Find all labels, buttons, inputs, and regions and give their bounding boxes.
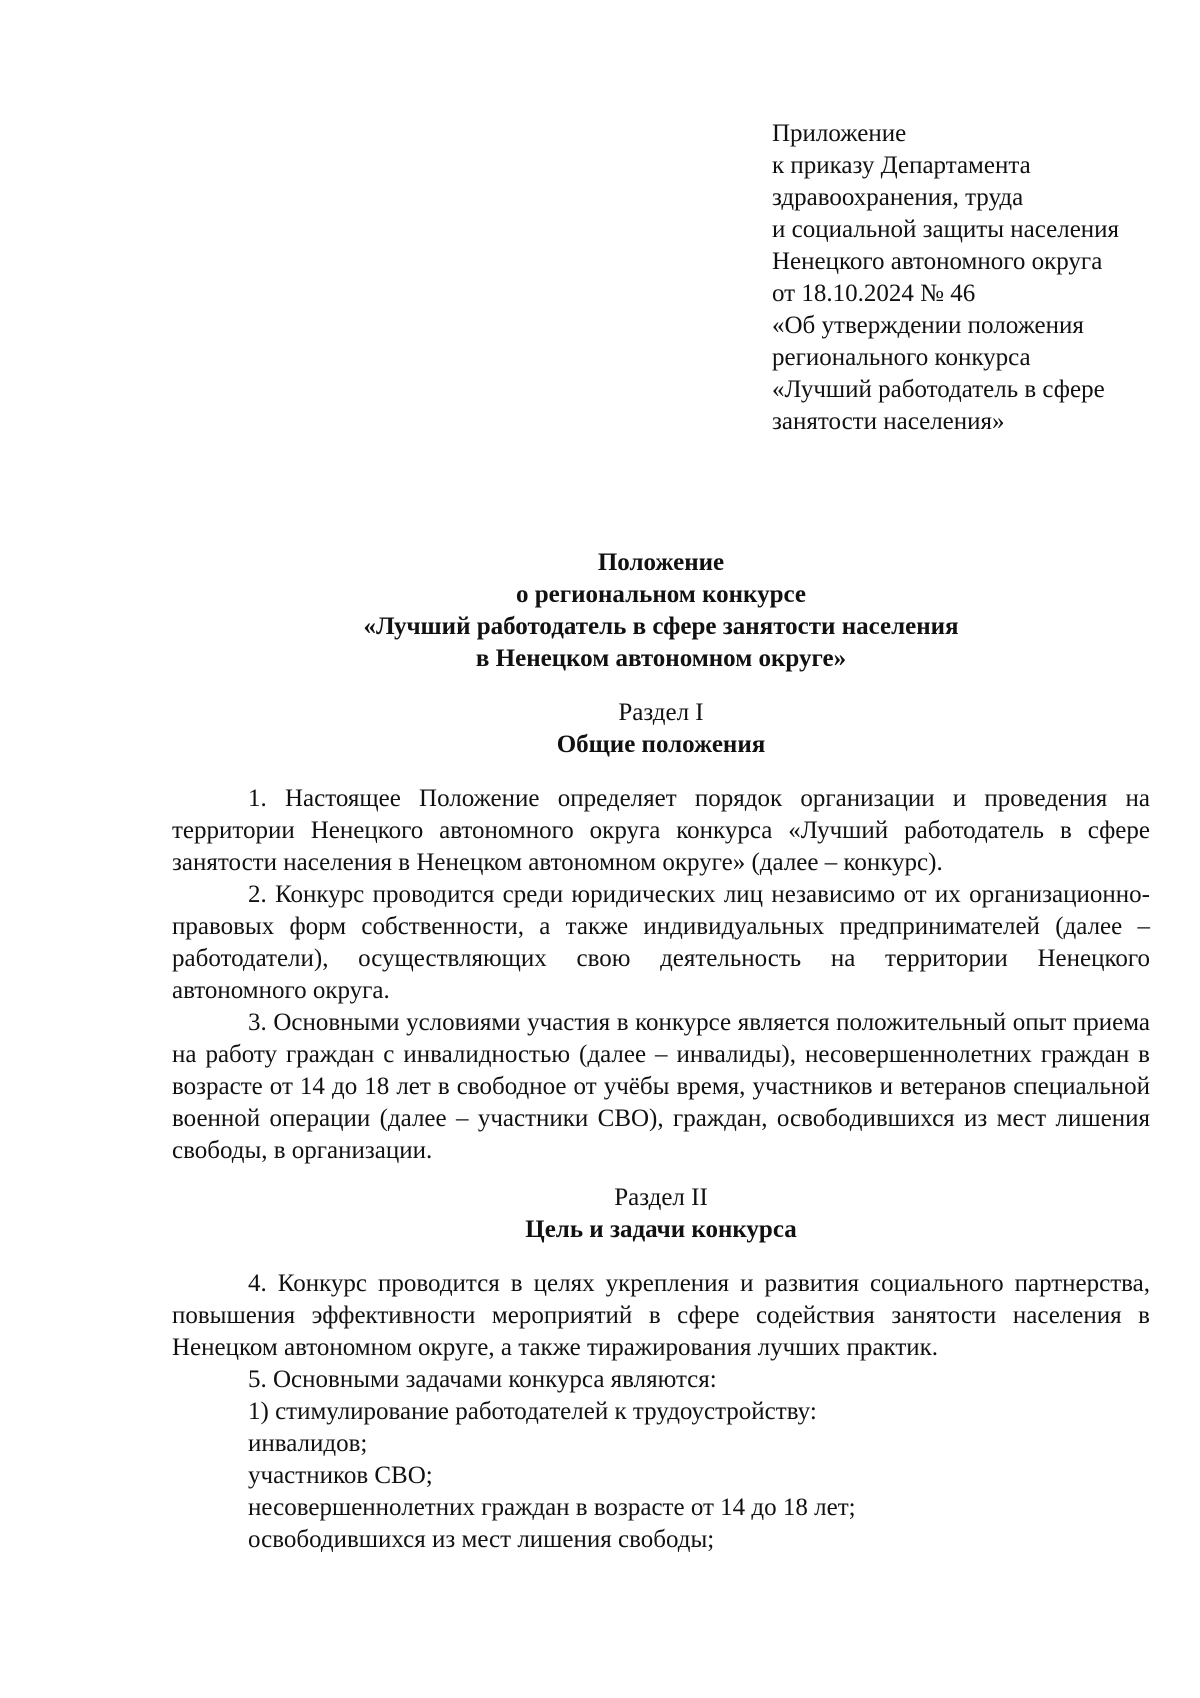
section-1-body [172, 783, 1150, 1167]
appendix-line: занятости населения» [772, 408, 1005, 435]
section-name: Цель и задачи конкурса [525, 1216, 797, 1243]
paragraph: 1. Настоящее Положение определяет порядок организации и проведения на территории Ненецкого автономного округа конкурса «Лучший работодатель в сфере занятости населения в Ненецком автономном округе» (далее – конкурс). [172, 785, 1150, 876]
paragraph: 3. Основными условиями участия в конкурсе является положительный опыт приема на работу граждан с инвалидностью (далее – инвалиды), несовершеннолетних граждан в возрасте от 14 до 18 лет в свободное от учёбы время, участников и ветеранов специальной военной операции (далее – участники СВО), граждан, освободившихся из мест лишения свободы, в организации. [172, 1009, 1150, 1164]
appendix-line: «Об утверждении положения [772, 312, 1084, 339]
title-line: Положение [597, 549, 725, 576]
appendix-line: Приложение [772, 120, 907, 147]
appendix-line: и социальной защиты населения [772, 216, 1120, 243]
appendix-line: от 18.10.2024 № 46 [772, 280, 976, 307]
paragraph: 2. Конкурс проводится среди юридических лиц независимо от их организационно-правовых форм собственности, а также индивидуальных предпринимателей (далее – работодатели), осуществляющих свою деятельность на территории Ненецкого автономного округа. [172, 881, 1150, 1004]
appendix-line: Ненецкого автономного округа [772, 248, 1103, 275]
appendix-line: «Лучший работодатель в сфере [772, 376, 1105, 403]
title-line: о региональном конкурсе [515, 581, 806, 608]
list-line: инвалидов; [248, 1430, 368, 1457]
title-line: в Ненецком автономном округе» [475, 645, 847, 672]
title-line: «Лучший работодатель в сфере занятости населения [363, 613, 959, 640]
list-line: участников СВО; [248, 1462, 433, 1489]
section-1-heading [172, 697, 1150, 761]
section-number: Раздел I [618, 699, 704, 726]
section-2-body [172, 1268, 1150, 1556]
appendix-line: регионального конкурса [772, 344, 1031, 371]
paragraph: 4. Конкурс проводится в целях укрепления и развития социального партнерства, повышения эффективности мероприятий в сфере содействия занятости населения в Ненецком автономном округе, а также тиражирования лучших практик. [172, 1270, 1150, 1361]
list-line: 5. Основными задачами конкурса являются: [248, 1366, 717, 1393]
list-line: несовершеннолетних граждан в возрасте от 14 до 18 лет; [248, 1494, 856, 1521]
section-2-heading [172, 1182, 1150, 1246]
list-line: 1) стимулирование работодателей к трудоустройству: [248, 1398, 817, 1425]
section-number: Раздел II [614, 1184, 708, 1211]
section-name: Общие положения [556, 731, 766, 758]
appendix-line: здравоохранения, труда [772, 184, 1024, 211]
document-title [172, 547, 1150, 675]
appendix-header [772, 118, 1172, 438]
list-line: освободившихся из мест лишения свободы; [248, 1526, 715, 1553]
appendix-line: к приказу Департамента [772, 152, 1031, 179]
